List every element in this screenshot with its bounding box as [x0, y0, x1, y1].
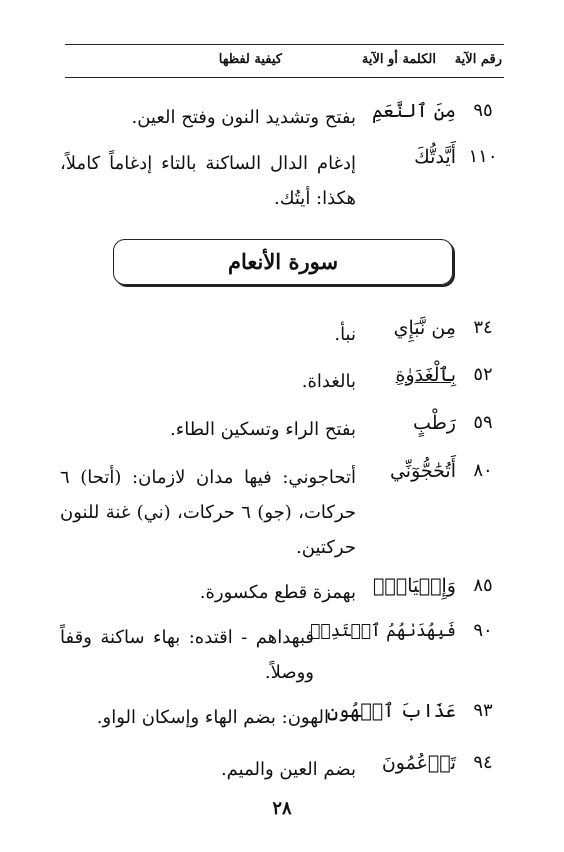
surah-title: سورة الأنعام [227, 249, 339, 274]
pronunciation-text: بالغداة. [301, 371, 356, 392]
header-number: رقم الآية [454, 52, 502, 67]
pronunciation-text: نبأ. [334, 324, 356, 345]
quran-word: أَيَّدتُّكَ [414, 146, 456, 168]
quran-word: تَزۡعُمُونَ [381, 752, 456, 774]
verse-number: ٩٣ [473, 700, 493, 721]
entry-row [60, 100, 504, 140]
pronunciation-text: أتحاجوني: فيها مدان لازمان: (أتحا) ٦ حركات، (جو) ٦ حركات، (ني) غنة للنون حركتين. [60, 467, 356, 558]
verse-number: ٥٢ [473, 364, 493, 385]
verse-number: ٥٩ [473, 412, 493, 433]
header-word: الكلمة أو الآية [361, 52, 436, 67]
entry-row [60, 146, 504, 222]
entry-row [60, 620, 504, 692]
entry-row [60, 412, 504, 448]
pronunciation-text: بفتح وتشديد النون وفتح العين. [131, 107, 356, 128]
pronunciation-text: بفتح الراء وتسكين الطاء. [170, 419, 356, 440]
verse-number: ٨٥ [473, 575, 493, 596]
entry-row [60, 364, 504, 400]
pronunciation-text: بضم العين والميم. [220, 759, 356, 780]
header-pronunciation: كيفية لفظها [218, 52, 282, 67]
verse-number: ٩٠ [473, 620, 493, 641]
quran-word: بِٱلْغَدَوٰةِ [395, 364, 456, 386]
pronunciation-text: الهون: بضم الهاء وإسكان الواو. [96, 707, 329, 728]
verse-number: ٣٤ [473, 317, 493, 338]
top-rule [65, 44, 504, 45]
quran-word: وَإِلۡيَاسَۖ [373, 575, 456, 597]
quran-word: عَذَابَ ٱلۡهُونِ [326, 700, 456, 722]
header-rule [65, 77, 504, 78]
quran-word: فَبِهُدَىٰهُمُ ٱقۡتَدِهۡ [310, 621, 456, 641]
entry-row [60, 575, 504, 611]
entry-row [60, 700, 504, 736]
verse-number: ٨٠ [473, 460, 493, 481]
entry-row [60, 460, 504, 570]
page-number: ٢٨ [272, 798, 292, 819]
verse-number: ١١٠ [468, 146, 498, 167]
pronunciation-text: بهمزة قطع مكسورة. [199, 582, 356, 603]
pronunciation-text: إدغام الدال الساكنة بالتاء إدغاماً كاملاً، هكذا: أيتُك. [60, 153, 356, 209]
entry-row [60, 317, 504, 353]
quran-word: رَطْبٍ [413, 412, 456, 434]
surah-title-box [113, 239, 453, 285]
verse-number: ٩٤ [473, 752, 493, 773]
quran-word: مِن نَّبَإِي [393, 317, 456, 339]
verse-number: ٩٥ [473, 100, 493, 121]
quran-word: مِنَ ٱلنَّعَمِ [372, 100, 456, 122]
entry-row [60, 752, 504, 788]
quran-word: أَتُحَٰجُّوٓنِّي [389, 460, 456, 482]
pronunciation-text: فبهداهم - اقتده: بهاء ساكنة وقفاً ووصلاً. [60, 627, 314, 683]
